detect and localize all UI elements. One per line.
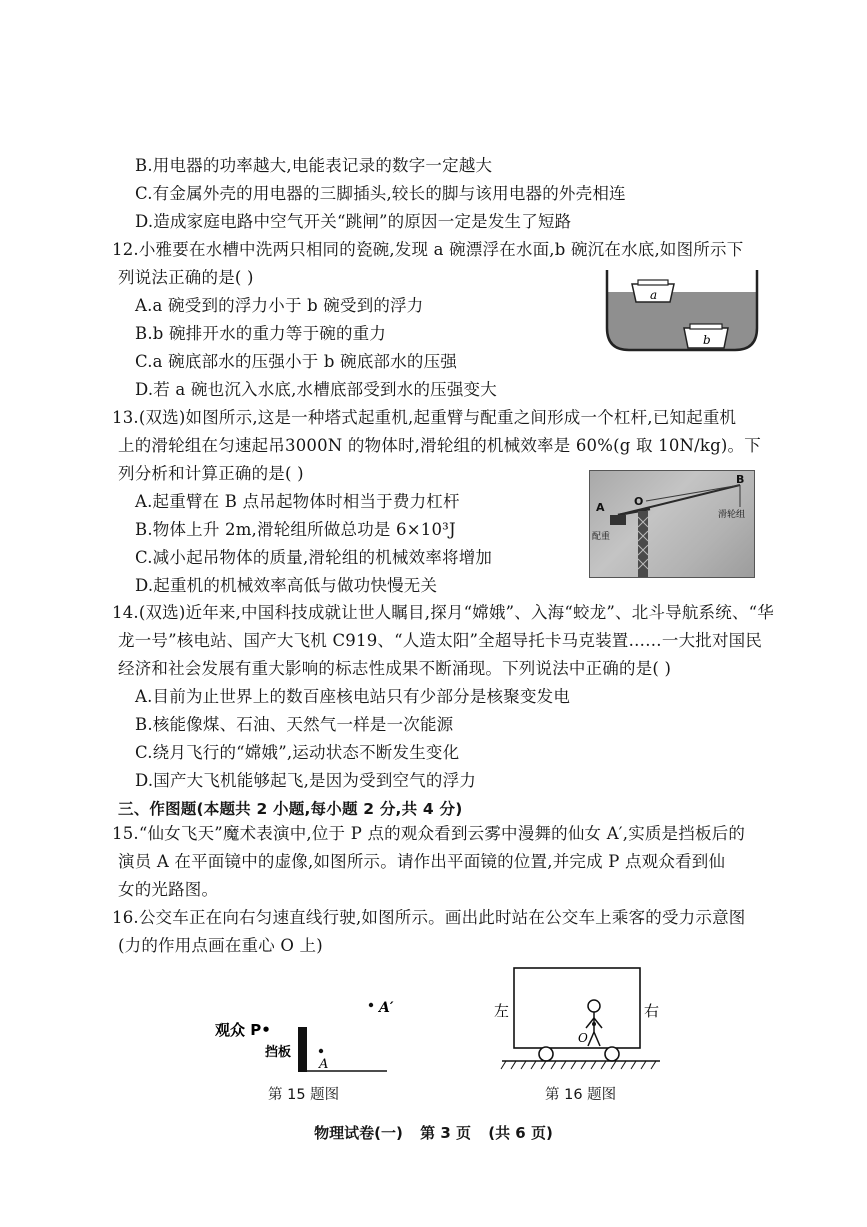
q14-stem-line1: 14.(双选)近年来,中国科技成就让世人瞩目,探月“嫦娥”、入海“蛟龙”、北斗导航系统、“华 [112, 603, 774, 622]
fig15-a-label: A [319, 1057, 329, 1072]
fig15-board-label: 挡板 [265, 1045, 292, 1060]
q16-stem-line2: (力的作用点画在重心 O 上) [118, 936, 323, 955]
q11-option-b: B.用电器的功率越大,电能表记录的数字一定越大 [135, 156, 493, 175]
fig16-ground-hatching [501, 1061, 656, 1069]
fig15-point-a [319, 1049, 323, 1053]
photo-label-counterweight: 配重 [592, 532, 611, 542]
q15-stem-line3: 女的光路图。 [118, 880, 219, 899]
tank-water [607, 292, 757, 350]
fig16-caption: 第 16 题图 [545, 1087, 617, 1103]
bowl-a-label: a [650, 288, 658, 302]
q11-option-d: D.造成家庭电路中空气开关“跳闸”的原因一定是发生了短路 [135, 212, 572, 231]
footer-subject: 物理试卷(一) [314, 1124, 403, 1142]
photo-label-o: O [634, 495, 644, 508]
page-footer [0, 1122, 867, 1143]
q11-option-c: C.有金属外壳的用电器的三脚插头,较长的脚与该用电器的外壳相连 [135, 184, 626, 203]
q13-option-d: D.起重机的机械效率高低与做功快慢无关 [135, 576, 438, 595]
water-tank-figure [604, 268, 760, 354]
q12-option-b: B.b 碗排开水的重力等于碗的重力 [135, 324, 387, 343]
photo-label-pulley: 滑轮组 [718, 510, 746, 520]
section-title: 三、作图题(本题共 2 小题,每小题 2 分,共 4 分) [118, 800, 463, 818]
photo-label-a: A [596, 501, 605, 514]
q12-option-d: D.若 a 碗也沉入水底,水槽底部受到水的压强变大 [135, 380, 497, 399]
fig15-point-aprime [369, 1003, 373, 1007]
crane-photo [589, 470, 755, 578]
bus-body [514, 968, 640, 1048]
fig15-viewer-label: 观众 P• [215, 1021, 271, 1039]
q14-stem-line3: 经济和社会发展有重大影响的标志性成果不断涌现。下列说法中正确的是( ) [118, 659, 672, 678]
fig16-right-label: 右 [644, 1002, 660, 1020]
q13-stem-line3: 列分析和计算正确的是( ) [118, 464, 304, 483]
bus-wheel-left [539, 1047, 553, 1061]
q13-stem-line1: 13.(双选)如图所示,这是一种塔式起重机,起重臂与配重之间形成一个杠杆,已知起重机 [112, 408, 737, 427]
q12-stem-line2: 列说法正确的是( ) [118, 268, 254, 287]
fig15-caption: 第 15 题图 [268, 1087, 340, 1103]
fig16-left-label: 左 [494, 1002, 510, 1020]
q15-stem-line2: 演员 A 在平面镜中的虚像,如图所示。请作出平面镜的位置,并完成 P 点观众看到仙 [118, 852, 726, 871]
fig16-o-label: O [578, 1031, 588, 1045]
bus-wheel-right [605, 1047, 619, 1061]
fig15-aprime-label: A′ [379, 1000, 394, 1016]
footer-page: 第 3 页 [420, 1124, 471, 1142]
q14-option-b: B.核能像煤、石油、天然气一样是一次能源 [135, 715, 454, 734]
q14-stem-line2: 龙一号”核电站、国产大飞机 C919、“人造太阳”全超导托卡马克装置……一大批对国民 [118, 631, 763, 650]
q15-stem-line1: 15.“仙女飞天”魔术表演中,位于 P 点的观众看到云雾中漫舞的仙女 A′,实质是挡板后的 [112, 824, 746, 843]
fig16-center-o [592, 1022, 596, 1026]
figure-15 [205, 990, 405, 1080]
q14-option-d: D.国产大飞机能够起飞,是因为受到空气的浮力 [135, 771, 477, 790]
q12-stem-line1: 12.小雅要在水槽中洗两只相同的瓷碗,发现 a 碗漂浮在水面,b 碗沉在水底,如图所示下 [112, 240, 744, 259]
q13-option-b: B.物体上升 2m,滑轮组所做总功是 6×10³J [135, 520, 456, 539]
q14-option-a: A.目前为止世界上的数百座核电站只有少部分是核聚变发电 [135, 687, 571, 706]
q12-option-c: C.a 碗底部水的压强小于 b 碗底部水的压强 [135, 352, 458, 371]
footer-total: (共 6 页) [488, 1124, 553, 1142]
q12-option-a: A.a 碗受到的浮力小于 b 碗受到的浮力 [135, 296, 424, 315]
crane-counterweight-block [610, 515, 626, 525]
fig15-board [298, 1027, 307, 1072]
q13-stem-line2: 上的滑轮组在匀速起吊3000N 的物体时,滑轮组的机械效率是 60%(g 取 10N/kg)。下 [118, 436, 761, 455]
q14-option-c: C.绕月飞行的“嫦娥”,运动状态不断发生变化 [135, 743, 460, 762]
photo-label-b: B [736, 473, 745, 486]
q16-stem-line1: 16.公交车正在向右匀速直线行驶,如图所示。画出此时站在公交车上乘客的受力示意图 [112, 908, 746, 927]
q13-option-c: C.减小起吊物体的质量,滑轮组的机械效率将增加 [135, 548, 493, 567]
bowl-b-label: b [703, 333, 711, 347]
q13-option-a: A.起重臂在 B 点吊起物体时相当于费力杠杆 [135, 492, 460, 511]
figure-16 [488, 962, 668, 1074]
